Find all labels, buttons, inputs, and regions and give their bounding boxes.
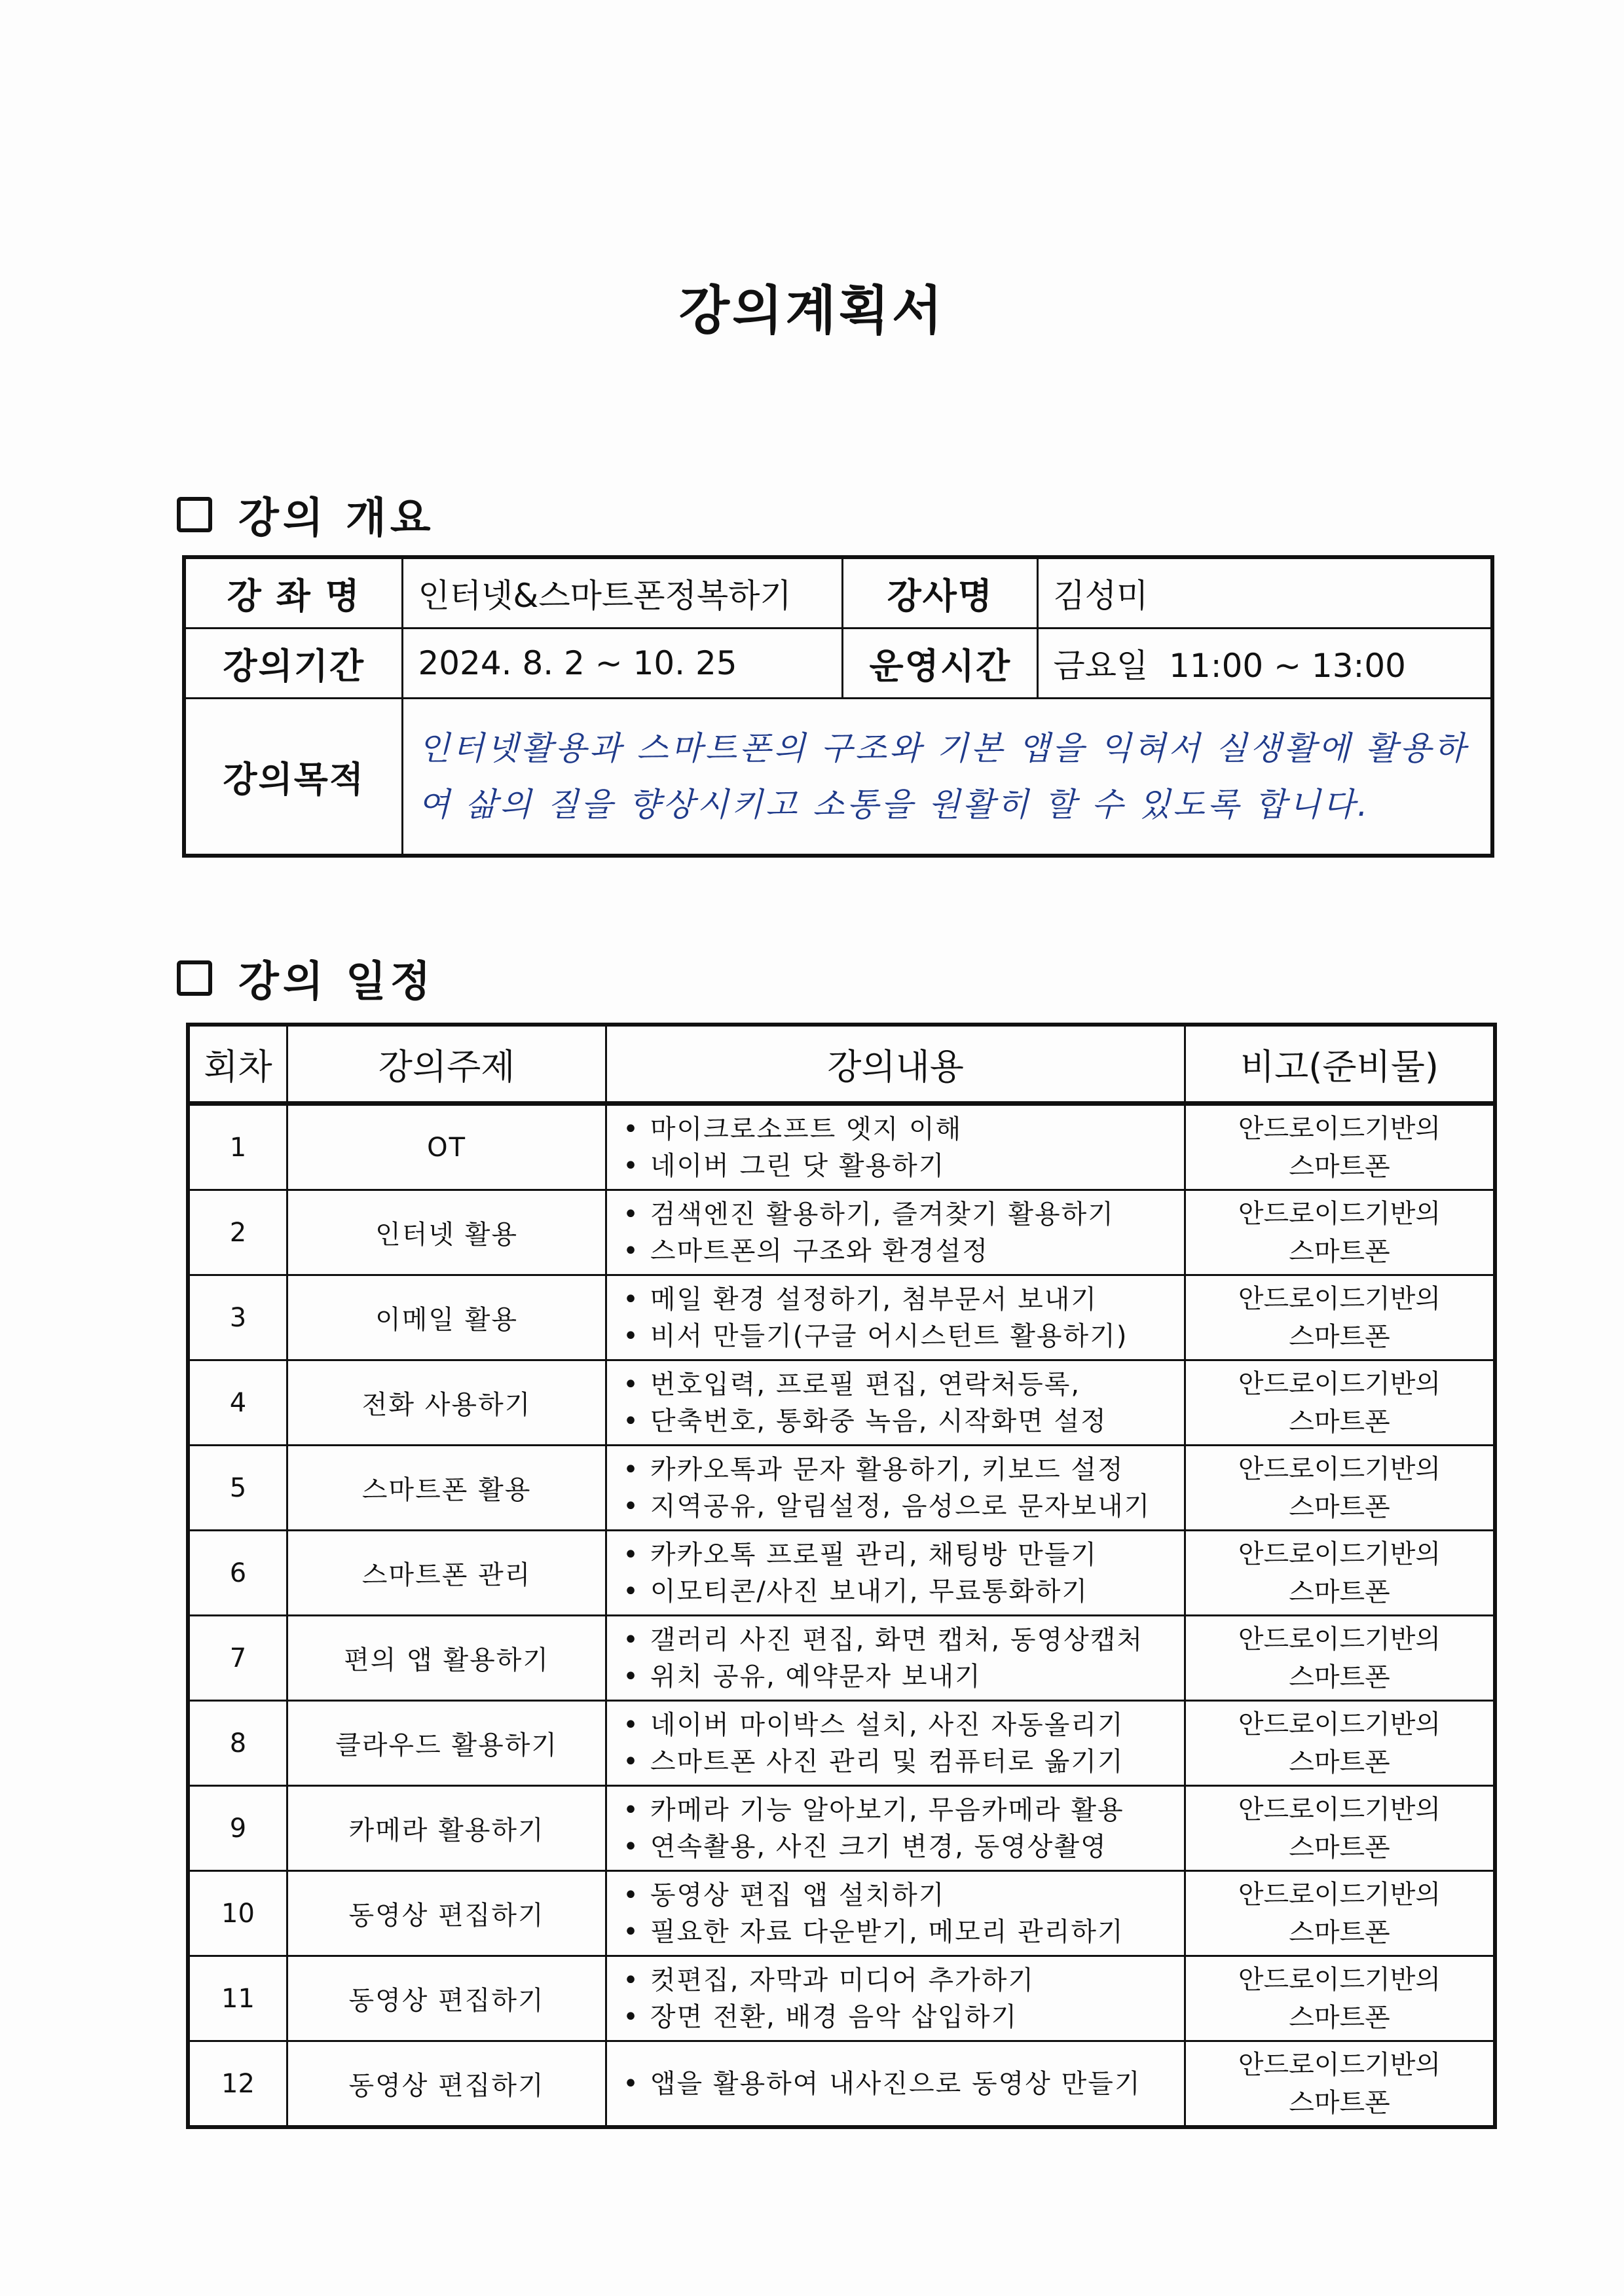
session-topic: 편의 앱 활용하기 <box>287 1616 606 1701</box>
content-item: • 필요한 자료 다운받기, 메모리 관리하기 <box>623 1914 1183 1950</box>
session-content <box>606 1275 1185 1360</box>
session-note <box>1185 1531 1495 1616</box>
session-content <box>606 2041 1185 2128</box>
header-session: 회차 <box>188 1025 287 1104</box>
table-row <box>188 1275 1495 1360</box>
note-line: 안드로이드기반의 <box>1238 1113 1441 1144</box>
note-line: 스마트폰 <box>1289 1832 1390 1863</box>
content-item: • 이모티콘/사진 보내기, 무료통화하기 <box>623 1573 1183 1610</box>
note-line: 스마트폰 <box>1289 1747 1390 1777</box>
note-line: 안드로이드기반의 <box>1238 2049 1441 2080</box>
session-number: 5 <box>188 1446 287 1531</box>
session-note <box>1185 1275 1495 1360</box>
overview-heading <box>177 484 435 545</box>
table-row <box>188 1104 1495 1190</box>
content-item: • 스마트폰의 구조와 환경설정 <box>623 1233 1183 1269</box>
content-item: • 연속촬용, 사진 크기 변경, 동영상촬영 <box>623 1829 1183 1865</box>
session-number: 10 <box>188 1871 287 1956</box>
session-number: 4 <box>188 1360 287 1446</box>
purpose-value: 인터넷활용과 스마트폰의 구조와 기본 앱을 익혀서 실생활에 활용하여 삶의 질을 향상시키고 소통을 원활히 할 수 있도록 합니다. <box>403 699 1492 856</box>
overview-row-course <box>184 557 1492 629</box>
session-topic: 카메라 활용하기 <box>287 1786 606 1871</box>
session-note <box>1185 2041 1495 2128</box>
course-value: 인터넷&스마트폰정복하기 <box>403 557 843 629</box>
note-line: 스마트폰 <box>1289 1662 1390 1692</box>
table-row <box>188 1360 1495 1446</box>
content-item: • 동영상 편집 앱 설치하기 <box>623 1877 1183 1914</box>
content-item: • 비서 만들기(구글 어시스턴트 활용하기) <box>623 1318 1183 1355</box>
session-topic: 전화 사용하기 <box>287 1360 606 1446</box>
session-topic: 클라우드 활용하기 <box>287 1701 606 1786</box>
note-line: 안드로이드기반의 <box>1238 1453 1441 1484</box>
content-item: • 마이크로소프트 엣지 이해 <box>623 1111 1183 1148</box>
session-content <box>606 1531 1185 1616</box>
session-note <box>1185 1871 1495 1956</box>
session-number: 8 <box>188 1701 287 1786</box>
content-item: • 카메라 기능 알아보기, 무음카메라 활용 <box>623 1792 1183 1829</box>
table-row <box>188 1956 1495 2041</box>
note-line: 안드로이드기반의 <box>1238 1198 1441 1229</box>
session-number: 1 <box>188 1104 287 1190</box>
session-topic: 스마트폰 활용 <box>287 1446 606 1531</box>
session-number: 11 <box>188 1956 287 2041</box>
session-note <box>1185 1446 1495 1531</box>
header-topic: 강의주제 <box>287 1025 606 1104</box>
overview-table <box>182 555 1494 858</box>
session-number: 3 <box>188 1275 287 1360</box>
table-row <box>188 1531 1495 1616</box>
session-note <box>1185 1190 1495 1275</box>
session-number: 12 <box>188 2041 287 2128</box>
content-item: • 번호입력, 프로필 편집, 연락처등록, <box>623 1366 1183 1403</box>
table-row <box>188 1190 1495 1275</box>
content-item: • 단축번호, 통화중 녹음, 시작화면 설정 <box>623 1403 1183 1440</box>
session-content <box>606 1956 1185 2041</box>
note-line: 스마트폰 <box>1289 2002 1390 2033</box>
note-line: 안드로이드기반의 <box>1238 1624 1441 1654</box>
schedule-table <box>186 1023 1497 2129</box>
instructor-label: 강사명 <box>843 557 1038 629</box>
note-line: 스마트폰 <box>1289 2087 1390 2118</box>
session-topic: OT <box>287 1104 606 1190</box>
checkbox-icon <box>177 497 212 532</box>
note-line: 스마트폰 <box>1289 1236 1390 1267</box>
session-note <box>1185 1701 1495 1786</box>
session-content <box>606 1701 1185 1786</box>
table-row <box>188 1701 1495 1786</box>
header-content: 강의내용 <box>606 1025 1185 1104</box>
session-note <box>1185 1786 1495 1871</box>
instructor-value: 김성미 <box>1038 557 1492 629</box>
session-topic: 동영상 편집하기 <box>287 2041 606 2128</box>
note-line: 스마트폰 <box>1289 1491 1390 1522</box>
purpose-label: 강의목적 <box>184 699 403 856</box>
session-note <box>1185 1104 1495 1190</box>
content-item: • 네이버 마이박스 설치, 사진 자동올리기 <box>623 1707 1183 1743</box>
content-item: • 검색엔진 활용하기, 즐겨찾기 활용하기 <box>623 1196 1183 1233</box>
session-content <box>606 1360 1185 1446</box>
session-number: 9 <box>188 1786 287 1871</box>
note-line: 안드로이드기반의 <box>1238 1879 1441 1910</box>
content-item: • 컷편집, 자막과 미디어 추가하기 <box>623 1962 1183 1999</box>
schedule-body <box>188 1104 1495 2128</box>
note-line: 스마트폰 <box>1289 1321 1390 1352</box>
session-topic: 인터넷 활용 <box>287 1190 606 1275</box>
session-content <box>606 1871 1185 1956</box>
session-topic: 이메일 활용 <box>287 1275 606 1360</box>
time-label: 운영시간 <box>843 629 1038 699</box>
session-topic: 동영상 편집하기 <box>287 1956 606 2041</box>
schedule-header-row <box>188 1025 1495 1104</box>
period-label: 강의기간 <box>184 629 403 699</box>
session-number: 6 <box>188 1531 287 1616</box>
note-line: 안드로이드기반의 <box>1238 1709 1441 1740</box>
table-row <box>188 1446 1495 1531</box>
content-item: • 카카오톡 프로필 관리, 채팅방 만들기 <box>623 1537 1183 1573</box>
content-item: • 지역공유, 알림설정, 음성으로 문자보내기 <box>623 1488 1183 1525</box>
table-row <box>188 1871 1495 1956</box>
session-content <box>606 1616 1185 1701</box>
note-line: 안드로이드기반의 <box>1238 1283 1441 1314</box>
session-note <box>1185 1956 1495 2041</box>
table-row <box>188 1786 1495 1871</box>
note-line: 스마트폰 <box>1289 1576 1390 1607</box>
session-content <box>606 1104 1185 1190</box>
session-content <box>606 1446 1185 1531</box>
document-title: 강의계획서 <box>678 280 946 341</box>
table-row <box>188 2041 1495 2128</box>
note-line: 안드로이드기반의 <box>1238 1794 1441 1825</box>
period-value: 2024. 8. 2 ~ 10. 25 <box>403 629 843 699</box>
header-note: 비고(준비물) <box>1185 1025 1495 1104</box>
checkbox-icon <box>177 960 212 996</box>
session-note <box>1185 1360 1495 1446</box>
note-line: 스마트폰 <box>1289 1406 1390 1437</box>
note-line: 스마트폰 <box>1289 1151 1390 1182</box>
schedule-heading <box>177 948 435 1008</box>
note-line: 스마트폰 <box>1289 1917 1390 1948</box>
note-line: 안드로이드기반의 <box>1238 1368 1441 1399</box>
note-line: 안드로이드기반의 <box>1238 1964 1441 1995</box>
content-item: • 카카오톡과 문자 활용하기, 키보드 설정 <box>623 1451 1183 1488</box>
session-number: 7 <box>188 1616 287 1701</box>
overview-row-purpose <box>184 699 1492 856</box>
content-item: • 네이버 그린 닷 활용하기 <box>623 1148 1183 1184</box>
session-note <box>1185 1616 1495 1701</box>
table-row <box>188 1616 1495 1701</box>
session-topic: 스마트폰 관리 <box>287 1531 606 1616</box>
content-item: • 장면 전환, 배경 음악 삽입하기 <box>623 1999 1183 2035</box>
content-item: • 위치 공유, 예약문자 보내기 <box>623 1658 1183 1695</box>
session-topic: 동영상 편집하기 <box>287 1871 606 1956</box>
note-line: 안드로이드기반의 <box>1238 1539 1441 1569</box>
content-item: • 갤러리 사진 편집, 화면 캡처, 동영상캡처 <box>623 1622 1183 1658</box>
course-label: 강 좌 명 <box>184 557 403 629</box>
schedule-heading-text: 강의 일정 <box>238 958 435 1006</box>
content-item: • 스마트폰 사진 관리 및 컴퓨터로 옮기기 <box>623 1743 1183 1780</box>
time-value: 금요일 11:00 ~ 13:00 <box>1038 629 1492 699</box>
session-number: 2 <box>188 1190 287 1275</box>
overview-row-period <box>184 629 1492 699</box>
overview-heading-text: 강의 개요 <box>238 494 435 543</box>
session-content <box>606 1786 1185 1871</box>
session-content <box>606 1190 1185 1275</box>
content-item: • 앱을 활용하여 내사진으로 동영상 만들기 <box>623 2066 1183 2102</box>
content-item: • 메일 환경 설정하기, 첨부문서 보내기 <box>623 1281 1183 1318</box>
